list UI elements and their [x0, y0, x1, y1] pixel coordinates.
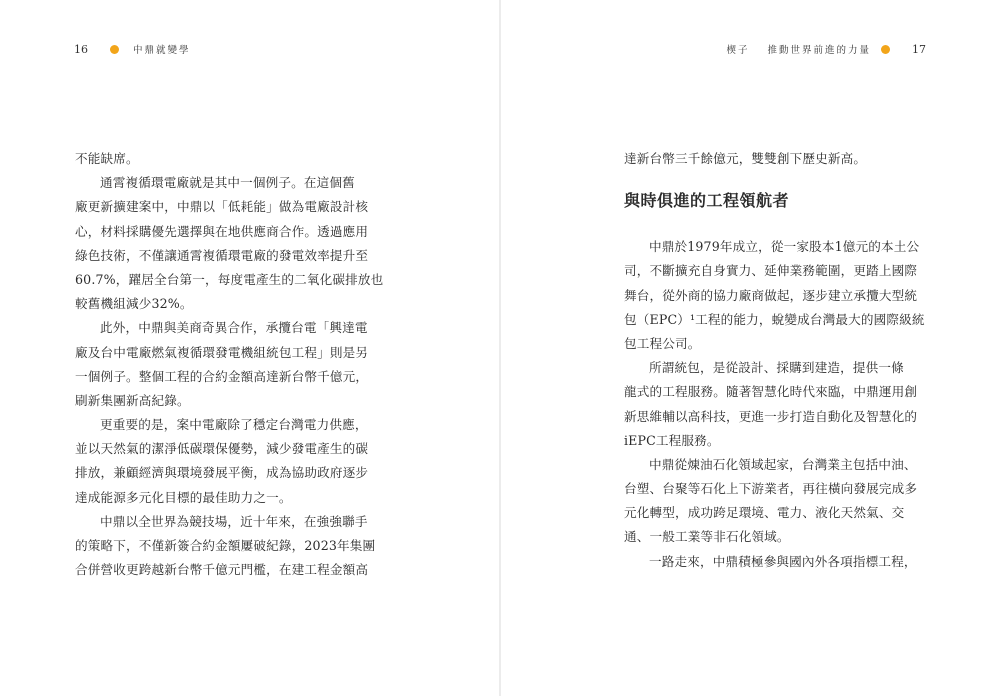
right-page-header — [726, 41, 926, 57]
text-line: 心，材料採購優先選擇與在地供應商合作。透過應用 — [75, 223, 369, 239]
right-body-text — [624, 147, 934, 574]
right-running-title — [726, 42, 871, 56]
text-line: 廠更新擴建案中，中鼎以「低耗能」做為電廠設計核 — [75, 199, 369, 215]
text-line: 包（EPC）¹工程的能力，蛻變成台灣最大的國際級統 — [624, 311, 925, 327]
section-heading: 與時俱進的工程領航者 — [624, 191, 790, 211]
text-line: 廠及台中電廠燃氣複循環發電機組統包工程」則是另 — [75, 344, 369, 360]
left-running-title: 中鼎就變學 — [133, 45, 191, 56]
text-line: 元化轉型，成功跨足環境、電力、液化天然氣、交 — [624, 505, 905, 521]
right-lines-before-heading — [624, 147, 934, 171]
right-page-number: 17 — [912, 42, 926, 56]
text-line: 排放，兼顧經濟與環境發展平衡，成為協助政府逐步 — [75, 465, 369, 481]
text-line: 包工程公司。 — [624, 335, 701, 351]
text-line: 新思維輔以高科技，更進一步打造自動化及智慧化的 — [624, 408, 918, 424]
left-page-number: 16 — [74, 42, 88, 56]
text-line: 綠色技術，不僅讓通霄複循環電廠的發電效率提升至 — [75, 247, 369, 263]
text-line: 並以天然氣的潔淨低碳環保優勢，減少發電產生的碳 — [75, 441, 369, 457]
text-line: 龍式的工程服務。隨著智慧化時代來臨，中鼎運用創 — [624, 384, 918, 400]
right-page — [501, 0, 1000, 696]
right-lines-after-heading — [624, 235, 934, 574]
text-line: 舞台，從外商的協力廠商做起，逐步建立承攬大型統 — [624, 287, 918, 303]
text-line: 更重要的是，案中電廠除了穩定台灣電力供應， — [100, 417, 368, 433]
text-line: 中鼎從煉油石化領域起家，台灣業主包括中油、 — [649, 456, 917, 472]
right-running-subtitle: 推動世界前進的力量 — [767, 45, 871, 56]
text-line: 通、一般工業等非石化領域。 — [624, 529, 790, 545]
text-line: 中鼎以全世界為競技場，近十年來，在強強聯手 — [100, 513, 368, 529]
text-line: 較舊機組減少32%。 — [75, 296, 193, 312]
text-line: 達新台幣三千餘億元，雙雙創下歷史新高。 — [624, 151, 867, 166]
text-line: 一路走來，中鼎積極參與國內外各項指標工程， — [649, 553, 917, 569]
text-line: 中鼎於1979年成立，從一家股本1億元的本土公 — [649, 239, 920, 255]
text-line: 60.7%，躍居全台第一，每度電產生的二氧化碳排放也 — [75, 271, 384, 287]
left-page-header — [74, 41, 191, 57]
text-line: 的策略下，不僅新簽合約金額屢破紀錄，2023年集團 — [75, 538, 376, 553]
text-line: 不能缺席。 — [75, 151, 139, 166]
orange-dot-icon — [110, 45, 119, 54]
text-line: 刷新集團新高紀錄。 — [75, 392, 190, 408]
orange-dot-icon — [881, 45, 890, 54]
text-line: iEPC工程服務。 — [624, 432, 720, 448]
left-page — [0, 0, 499, 696]
text-line: 此外，中鼎與美商奇異合作，承攬台電「興達電 — [100, 320, 368, 336]
text-line: 台塑、台聚等石化上下游業者，再往橫向發展完成多 — [624, 481, 918, 497]
text-line: 一個例子。整個工程的合約金額高達新台幣千億元， — [75, 368, 369, 384]
text-line: 所謂統包，是從設計、採購到建造，提供一條 — [649, 360, 904, 376]
text-line: 達成能源多元化目標的最佳助力之一。 — [75, 489, 292, 505]
left-body-text — [75, 147, 385, 582]
text-line: 合併營收更跨越新台幣千億元門檻，在建工程金額高 — [75, 562, 369, 578]
text-line: 司，不斷擴充自身實力、延伸業務範圍，更踏上國際 — [624, 263, 918, 279]
text-line: 通霄複循環電廠就是其中一個例子。在這個舊 — [100, 175, 355, 191]
right-running-title-main: 楔子 — [726, 45, 750, 56]
